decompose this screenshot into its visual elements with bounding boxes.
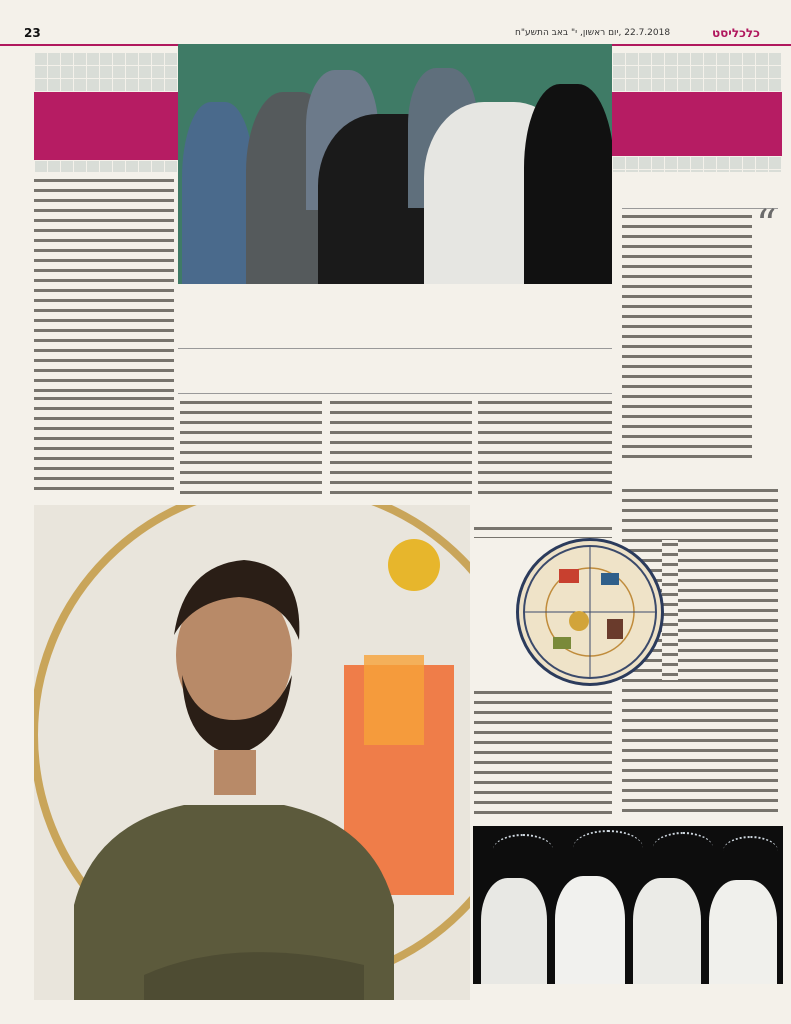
right-accent-box: [612, 92, 782, 156]
zodiac-wheel-icon: [519, 541, 661, 683]
performer-figure: [633, 878, 701, 984]
photo-caption: [34, 92, 178, 104]
zodiac-wrap-text-top: [474, 524, 612, 538]
performer-figure: [555, 876, 625, 984]
middle-lower-text: [474, 688, 612, 818]
water-spray: [573, 830, 643, 866]
performer-figure: [709, 880, 777, 984]
person-figure: [182, 102, 254, 284]
left-column-text: [34, 176, 174, 408]
page-number: 23: [24, 26, 41, 40]
left-grid-panel-lower: [34, 160, 178, 172]
byline-rule: [622, 208, 778, 209]
middle-column-text-2: [330, 398, 472, 498]
water-spray: [723, 836, 778, 866]
portrait-photo: [34, 505, 470, 1000]
right-column-text: [622, 212, 752, 462]
person-figure: [524, 84, 612, 284]
water-spray: [653, 832, 713, 864]
page-header: [0, 24, 791, 46]
right-grid-panel-lower: [612, 156, 782, 172]
water-spray: [493, 834, 553, 866]
zodiac-artwork: [516, 538, 664, 686]
performer-figure: [481, 878, 547, 984]
quote-mark-icon: “: [756, 202, 777, 248]
bottle-photo: [473, 826, 783, 984]
zodiac-wrap-text-right: [662, 540, 678, 680]
subhead: [178, 350, 612, 390]
middle-column-text-3: [478, 398, 612, 498]
caption-box: [34, 92, 178, 160]
headline: [178, 284, 612, 348]
left-column-text-lower: [34, 394, 174, 496]
masthead: כלכליסט: [712, 26, 760, 40]
subhead-rule: [178, 393, 612, 394]
portrait-illustration: [34, 505, 470, 1000]
headline-rule: [178, 348, 612, 349]
left-grid-panel: [34, 52, 178, 92]
team-photo: [178, 44, 612, 284]
right-grid-panel: [612, 52, 782, 92]
middle-column-text-1: [180, 398, 322, 498]
date-line: 22.7.2018 ,יום ראשון, י" באב התשע"ח: [515, 28, 671, 38]
